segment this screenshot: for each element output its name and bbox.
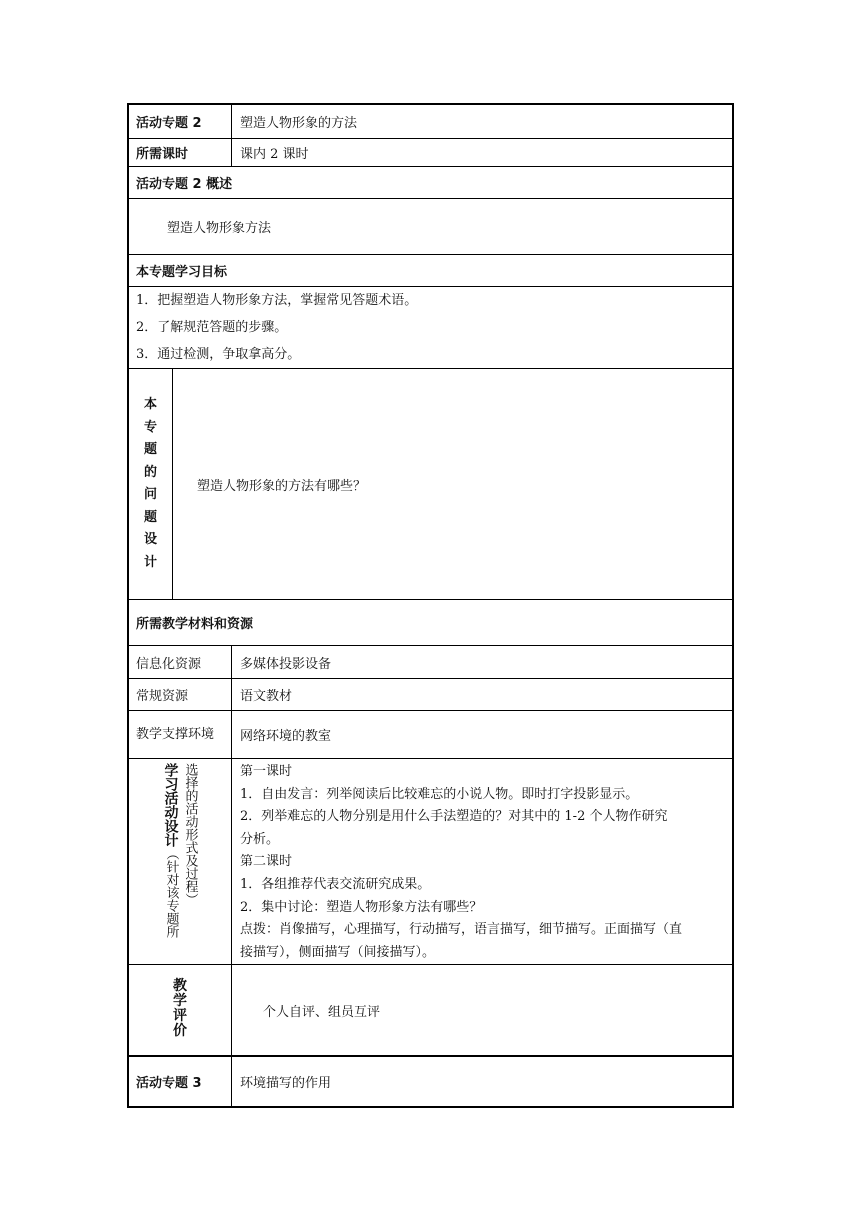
goal-item: 2．了解规范答题的步骤。: [136, 320, 288, 335]
goals-heading: 本专题学习目标: [136, 265, 228, 280]
hours-label: 所需课时: [129, 139, 232, 166]
materials-heading-row: [129, 600, 732, 646]
general-resources-label: 常规资源: [129, 679, 232, 710]
info-resources-row: [129, 646, 732, 679]
overview-text-row: [129, 199, 732, 255]
question-design-text: 塑造人物形象的方法有哪些？: [197, 478, 367, 494]
activity-line: 接描写），侧面描写（间接描写）。: [240, 944, 436, 960]
materials-heading: 所需教学材料和资源: [136, 617, 254, 632]
goal-item: 1．把握塑造人物形象方法，掌握常见答题术语。: [136, 293, 418, 308]
overview-heading-row: [129, 167, 732, 199]
activity-design-row: [129, 759, 732, 965]
hours-value: 课内 2 课时: [240, 147, 309, 162]
evaluation-label: [129, 965, 232, 1055]
activity-line: 点拨：肖像描写，心理描写，行动描写，语言描写，细节描写。正面描写（直: [240, 922, 683, 938]
goal-item: 3．通过检测，争取拿高分。: [136, 347, 301, 362]
info-resources-label: 信息化资源: [129, 646, 232, 678]
hours-row: [129, 139, 732, 167]
topic2-label: 活动专题 2: [129, 105, 232, 138]
activity-design-label: [129, 759, 232, 964]
label-char: 教: [173, 978, 187, 994]
label-char: 的: [143, 464, 157, 480]
activity-line: 2．列举难忘的人物分别是用什么手法塑造的？对其中的 1-2 个人物作研究: [240, 809, 668, 825]
evaluation-text: 个人自评、组员互评: [263, 1004, 381, 1020]
activity-line: 分析。: [240, 831, 280, 847]
environment-label: 教学支撑环境: [129, 711, 232, 758]
goals-list: [129, 287, 732, 368]
topic2-row: [129, 105, 732, 139]
label-char: 题: [143, 509, 157, 525]
overview-heading: 活动专题 2 概述: [136, 177, 233, 192]
label-char: 评: [173, 1008, 187, 1024]
environment-value: 网络环境的教室: [240, 729, 332, 744]
question-design-label: [129, 369, 173, 599]
label-char: 题: [143, 442, 157, 457]
activity-line: 1．各组推荐代表交流研究成果。: [240, 876, 431, 892]
activity-design-label-col2: 选择的活动形式及过程）: [182, 763, 198, 906]
label-char: 专: [143, 419, 157, 435]
question-design-row: [129, 369, 732, 600]
activity-design-title: 学习活动设计: [162, 763, 179, 847]
activity-line: 2．集中讨论：塑造人物形象方法有哪些？: [240, 899, 483, 915]
goals-heading-row: [129, 255, 732, 287]
label-char: 问: [143, 487, 157, 502]
activity-line: 第一课时: [240, 764, 293, 779]
topic3-row: [129, 1057, 732, 1106]
activity-line: 1．自由发言：列举阅读后比较难忘的小说人物。即时打字投影显示。: [240, 786, 639, 802]
topic3-value: 环境描写的作用: [240, 1076, 332, 1091]
activity-design-note: （针对该专题所: [163, 847, 179, 938]
goals-list-row: [129, 287, 732, 369]
activity-line: 第二课时: [240, 854, 293, 870]
overview-text: 塑造人物形象方法: [167, 221, 272, 236]
activity-design-label-col: [162, 763, 180, 938]
evaluation-row: [129, 965, 732, 1057]
general-resources-row: [129, 679, 732, 711]
lesson-plan-table: [127, 103, 734, 1108]
label-char: 学: [173, 993, 187, 1009]
label-char: 本: [143, 397, 157, 412]
label-char: 价: [173, 1023, 187, 1039]
label-char: 设: [143, 532, 157, 547]
info-resources-value: 多媒体投影设备: [240, 656, 332, 672]
general-resources-value: 语文教材: [240, 689, 293, 704]
topic3-label: 活动专题 3: [129, 1057, 232, 1106]
environment-row: [129, 711, 732, 759]
topic2-value: 塑造人物形象的方法: [240, 116, 358, 131]
label-char: 计: [143, 554, 157, 570]
activity-design-content: [232, 759, 732, 964]
